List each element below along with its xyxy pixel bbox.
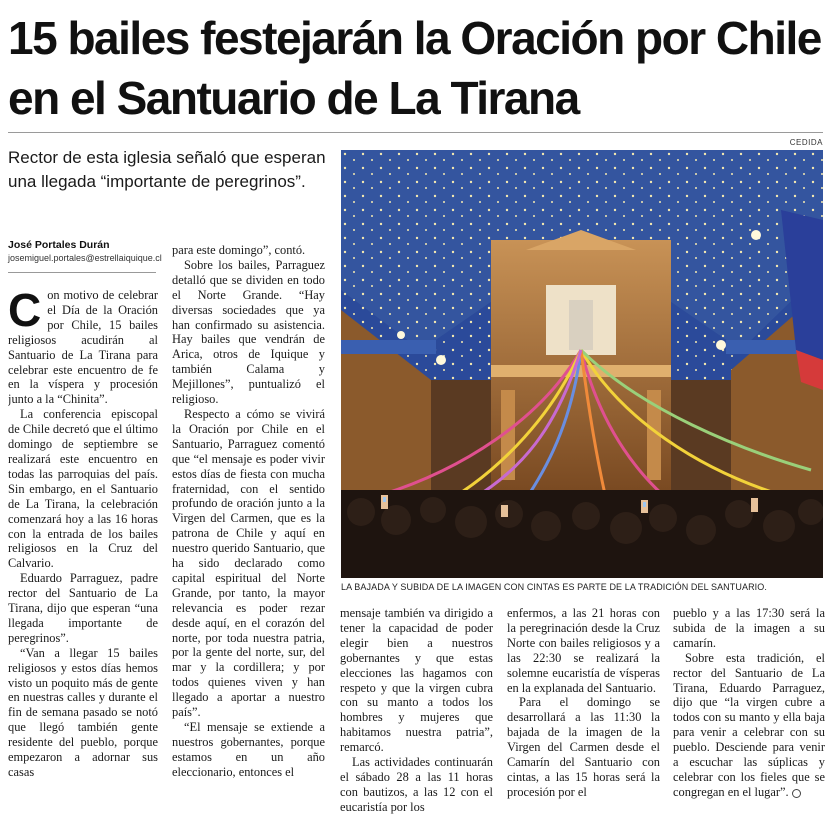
article-column-3: [340, 606, 493, 828]
paragraph: Sobre esta tradición, el rector del Santuario de La Tirana, Eduardo Parraguez, dijo que “la virgen cubre a todos con su manto y ella baja para venir a celebrar con su pueblo. Desciende para venir a escuchar las súplicas y celebrar con los fieles que se congregan en el lugar”.: [673, 650, 825, 799]
subheadline: Rector de esta iglesia señaló que esperan una llegada “importante de peregrinos”.: [8, 148, 326, 191]
article-column-4: [507, 606, 660, 828]
church-interior-photo: [341, 150, 823, 578]
paragraph: Eduardo Parraguez, padre rector del Santuario de La Tirana, dijo que esperan “una llegada importante de peregrinos”.: [8, 571, 158, 645]
paragraph: enfermos, a las 21 horas con la peregrinación desde la Cruz Norte con bailes religiosos y a las 22:30 se realizará la solemne eucaristía de vísperas en la explanada del Santuario.: [507, 606, 660, 695]
paragraph: mensaje también va dirigido a tener la capacidad de poder elegir bien a nuestros gobernantes y que estas elecciones las hagamos con respeto y que la virgen cubra con su manto a todos los hombres y mujeres que habitamos nuestra patria”, remarcó.: [340, 606, 493, 755]
paragraph: “El mensaje se extiende a nuestros gobernantes, porque estamos en un año eleccionario, entonces el: [172, 720, 325, 779]
header-divider: [8, 132, 823, 133]
paragraph: pueblo y a las 17:30 será la subida de la imagen a su camarín.: [673, 606, 825, 650]
paragraph: La conferencia episcopal de Chile decretó que el último domingo de septiembre se realizará este encuentro en todas las parroquias del país. Sin embargo, en el Santuario de La Tirana, la celebración comenzará hoy a las 16 horas con la entrada de los bailes religiosos en la Cruz del Calvario.: [8, 407, 158, 571]
photo-illustration: [341, 150, 823, 578]
end-of-article-icon: [792, 789, 801, 798]
author-divider: [8, 272, 156, 273]
author-email[interactable]: josemiguel.portales@estrellaiquique.cl: [8, 253, 162, 263]
paragraph: Para el domingo se desarrollará a las 11:30 la bajada de la imagen de la Virgen del Carmen desde el Camarín del Santuario con cintas, a las 15 horas será la procesión por el: [507, 695, 660, 799]
article-column-1: [8, 288, 158, 828]
headline: 15 bailes festejarán la Oración por Chile en el Santuario de La Tirana: [8, 12, 821, 124]
author-name: José Portales Durán: [8, 239, 110, 251]
paragraph: Con motivo de celebrar el Día de la Oración por Chile, 15 bailes religiosos acudirán al Santuario de La Tirana para celebrar este encuentro de fe en la víspera y procesión junto a la “Chinita”.: [8, 288, 158, 407]
photo-caption: LA BAJADA Y SUBIDA DE LA IMAGEN CON CINTAS ES PARTE DE LA TRADICIÓN DEL SANTUARIO.: [341, 582, 767, 592]
drop-cap: C: [8, 288, 42, 336]
article-column-5: [673, 606, 825, 828]
paragraph: para este domingo”, contó.: [172, 243, 306, 257]
paragraph: Las actividades continuarán el sábado 28 a las 11 horas con bautizos, a las 12 con el eucaristía por los: [340, 755, 493, 814]
article-column-2: [172, 243, 325, 828]
photo-credit: CEDIDA: [789, 138, 823, 147]
paragraph: Respecto a cómo se vivirá la Oración por Chile en el Santuario, Parraguez comentó que “el mensaje es poder vivir estos días de fiesta con mucha fraternidad, con el sentido profundo de oración junto a la Virgen del Carmen, que es la patrona de Chile y aquí en nuestro querido Santuario, que ha sido declarado como capital espiritual del Norte Grande, por tanto, la mayor relevancia es poder rezar desde aquí, en el corazón del norte, por toda nuestra patria, por la gente del norte, sur, del mar y la cordillera; y por todos quienes viven y han llegado a aportar a nuestro país”.: [172, 406, 325, 720]
paragraph: Sobre los bailes, Parraguez detalló que se dividen en todo el Norte Grande. “Hay diversas sociedades que ya han confirmado su asistencia. Hay bailes que vendrán de Arica, otros de Iquique y también Calama y Mejillones”, puntualizó el religioso.: [172, 257, 325, 407]
paragraph: “Van a llegar 15 bailes religiosos y estos días hemos visto un poquito más de gente en nuestras calles y durante el fin de semana pasado se notó que llegó también gente residente del pueblo, porque empezaron a adornar sus casas: [8, 645, 158, 779]
